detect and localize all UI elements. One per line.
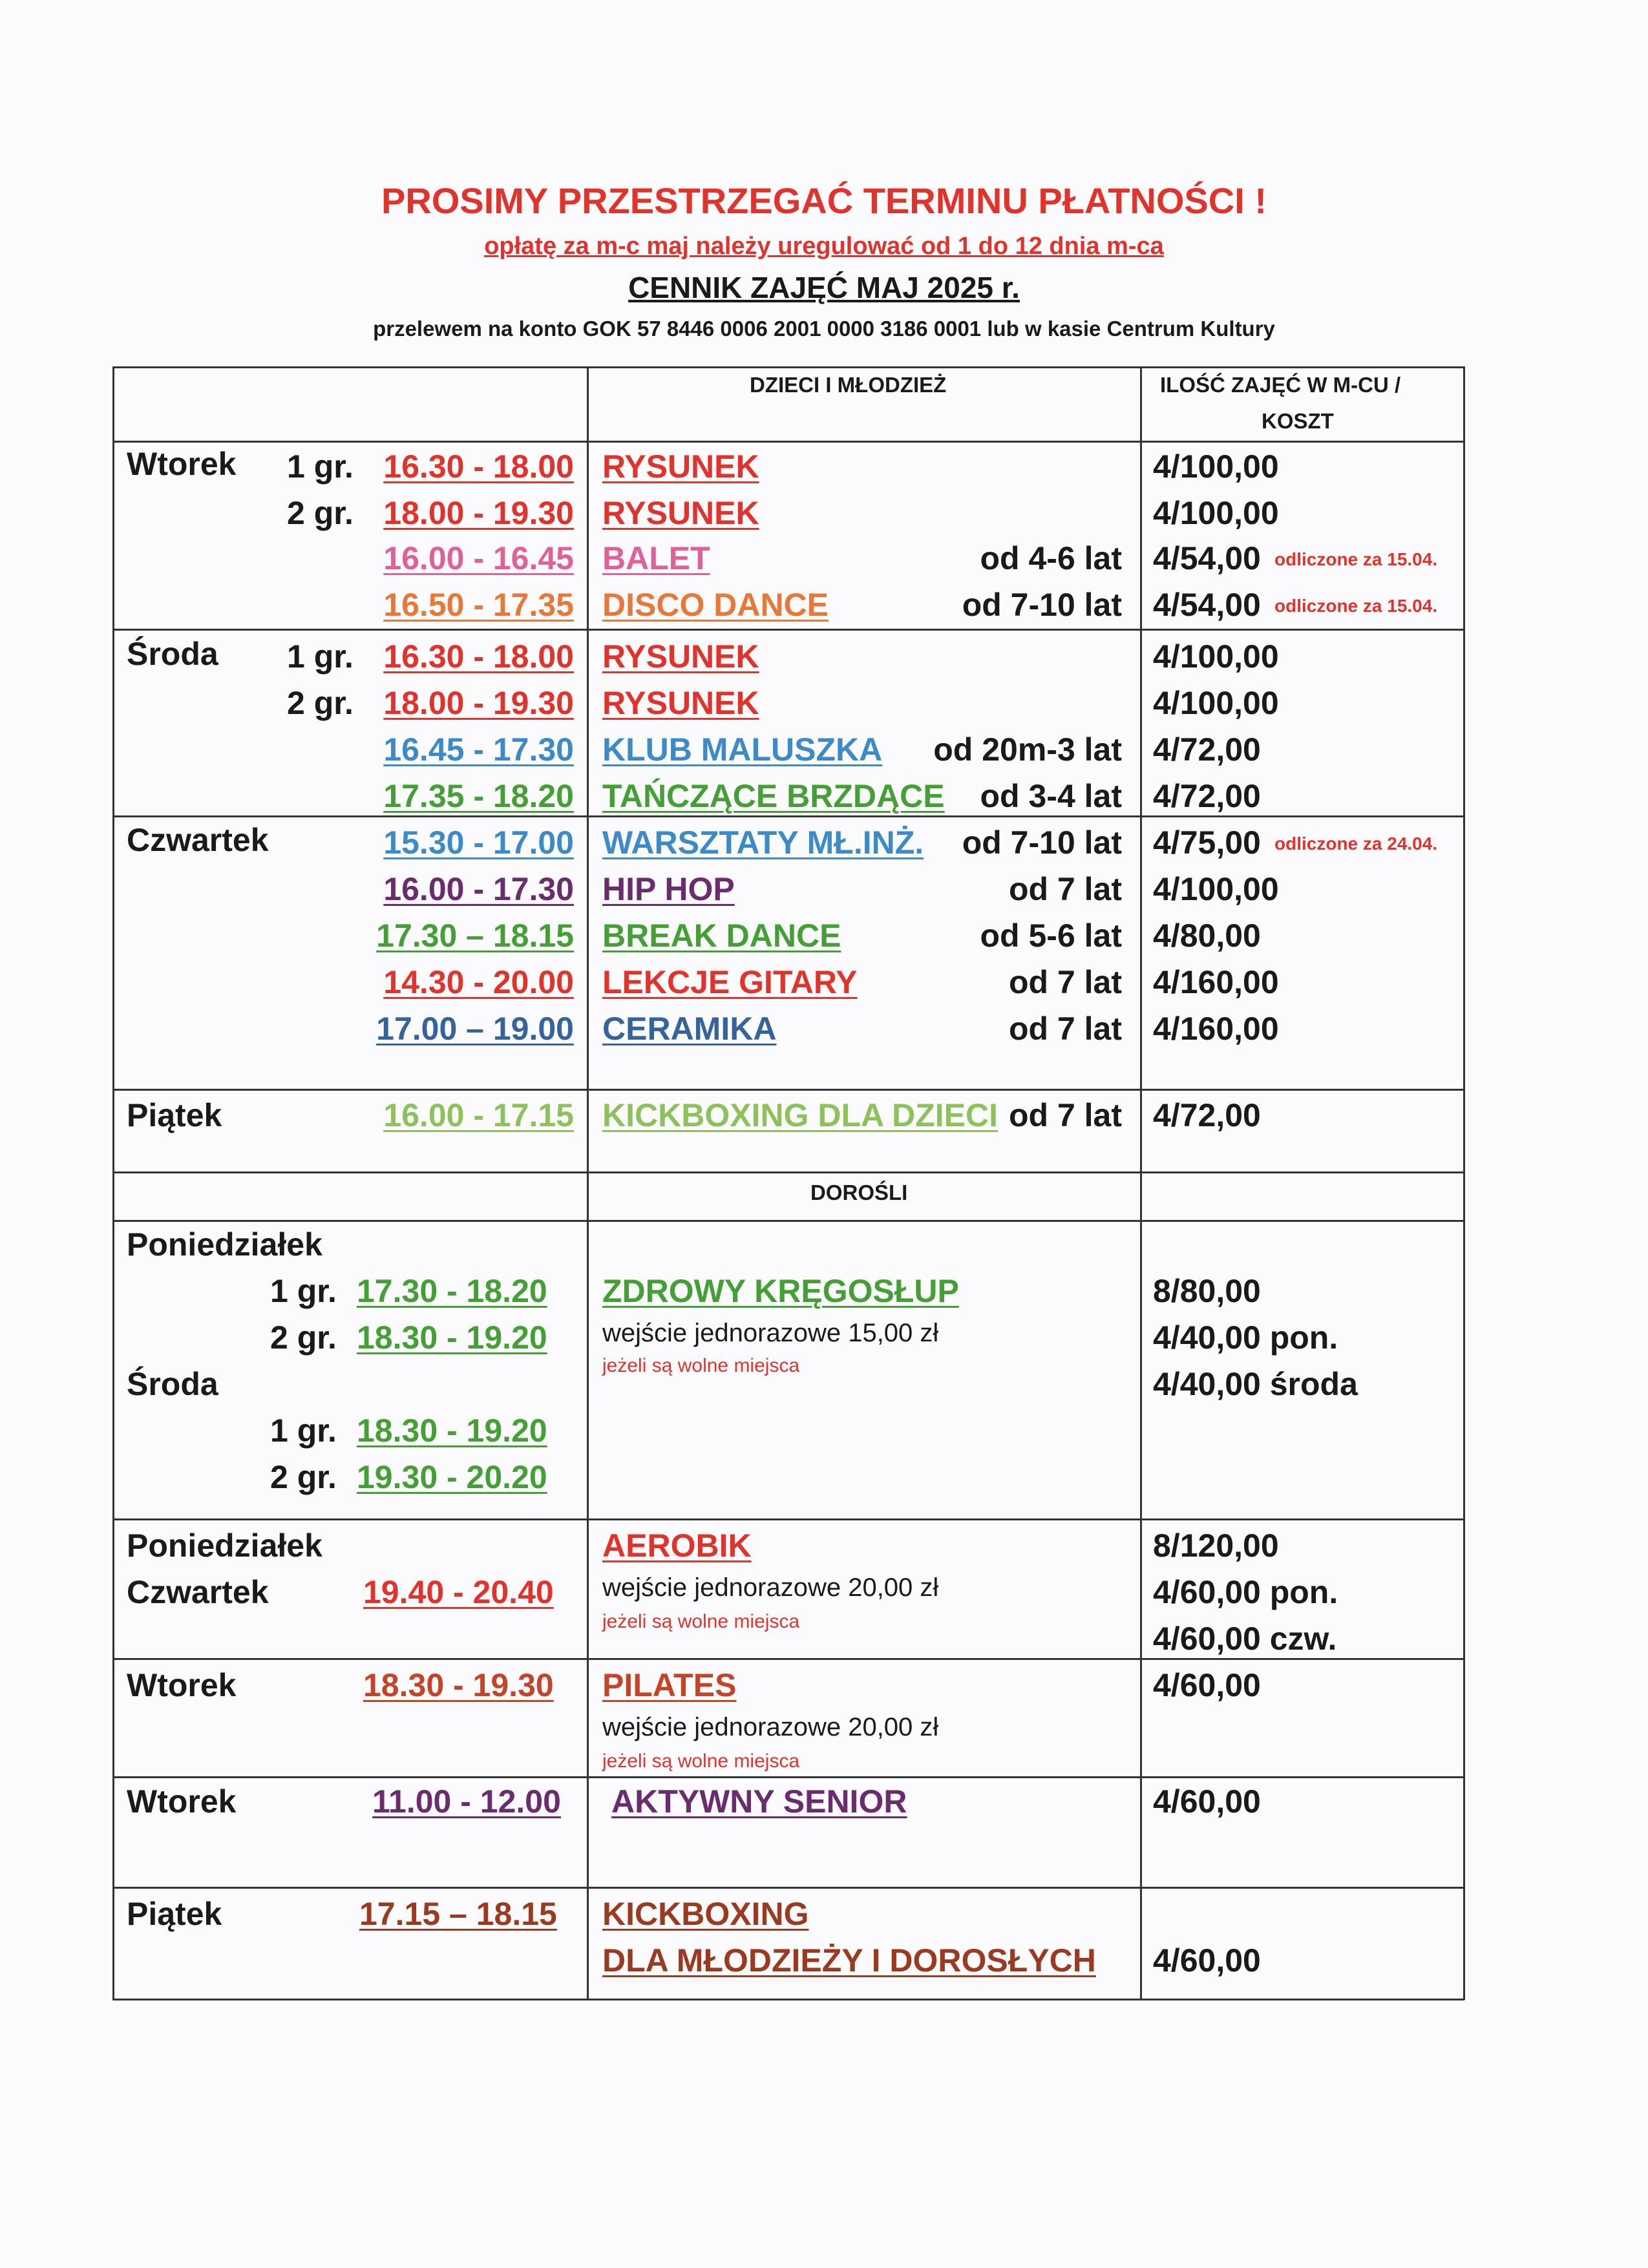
table-line bbox=[112, 441, 1464, 443]
age-range: od 7 lat bbox=[1008, 1011, 1122, 1047]
day-label: Poniedziałek bbox=[127, 1528, 322, 1564]
column-header-cost: ILOŚĆ ZAJĘĆ W M-CU / bbox=[1160, 373, 1401, 397]
class-name: PILATES bbox=[602, 1667, 737, 1703]
class-time: 17.15 – 18.15 bbox=[359, 1896, 557, 1932]
age-range: od 4-6 lat bbox=[980, 540, 1122, 576]
class-cost: 4/40,00 pon. bbox=[1153, 1319, 1338, 1356]
class-name: KICKBOXING DLA DZIECI bbox=[602, 1097, 998, 1133]
table-line bbox=[112, 629, 1464, 631]
payment-warning-title: PROSIMY PRZESTRZEGAĆ TERMINU PŁATNOŚCI ! bbox=[381, 180, 1267, 221]
class-cost: 4/160,00 bbox=[1153, 1011, 1279, 1047]
class-name: KICKBOXING bbox=[602, 1896, 809, 1932]
bank-account-info: przelewem na konto GOK 57 8446 0006 2001 0000 3186 0001 lub w kasie Centrum Kultury bbox=[373, 317, 1275, 341]
price-list-title: CENNIK ZAJĘĆ MAJ 2025 r. bbox=[628, 271, 1020, 304]
age-range: od 7 lat bbox=[1008, 964, 1122, 1000]
class-time: 16.00 - 16.45 bbox=[383, 540, 574, 576]
class-name: KLUB MALUSZKA bbox=[602, 731, 883, 768]
age-range: od 7 lat bbox=[1008, 1097, 1122, 1133]
class-time: 16.00 - 17.30 bbox=[383, 871, 574, 907]
group-label: 2 gr. bbox=[270, 1459, 337, 1495]
class-name: TAŃCZĄCE BRZDĄCE bbox=[602, 778, 945, 814]
class-cost: 4/100,00 bbox=[1153, 685, 1279, 721]
class-cost: 4/54,00 bbox=[1153, 540, 1261, 576]
day-label: Poniedziałek bbox=[127, 1226, 322, 1263]
class-cost: 4/100,00 bbox=[1153, 495, 1279, 531]
column-header-kids: DZIECI I MŁODZIEŻ bbox=[750, 373, 947, 397]
class-name: HIP HOP bbox=[602, 871, 735, 907]
class-time: 11.00 - 12.00 bbox=[372, 1783, 561, 1820]
class-name: AEROBIK bbox=[602, 1528, 752, 1564]
class-cost: 4/75,00 bbox=[1153, 824, 1261, 861]
class-time: 18.00 - 19.30 bbox=[383, 495, 574, 531]
table-border-left bbox=[112, 366, 114, 2000]
class-name: RYSUNEK bbox=[602, 448, 759, 485]
class-cost: 4/60,00 bbox=[1153, 1667, 1261, 1703]
group-label: 1 gr. bbox=[270, 1273, 337, 1309]
table-line bbox=[112, 1887, 1464, 1889]
class-name: AKTYWNY SENIOR bbox=[611, 1783, 907, 1820]
class-name: BREAK DANCE bbox=[602, 918, 841, 954]
single-entry-price: wejście jednorazowe 20,00 zł bbox=[602, 1713, 939, 1741]
day-label: Środa bbox=[127, 1366, 218, 1402]
class-name: ZDROWY KRĘGOSŁUP bbox=[602, 1273, 959, 1309]
class-time: 16.30 - 18.00 bbox=[383, 448, 574, 485]
payment-deadline: opłatę za m-c maj należy uregulować od 1 do 12 dnia m-ca bbox=[484, 233, 1164, 260]
class-time: 17.00 – 19.00 bbox=[376, 1011, 574, 1047]
class-cost: 4/60,00 czw. bbox=[1153, 1621, 1337, 1657]
day-label: Środa bbox=[127, 636, 218, 672]
class-cost: 4/72,00 bbox=[1153, 731, 1261, 768]
table-line bbox=[112, 1089, 1464, 1091]
table-line bbox=[112, 1171, 1464, 1173]
table-divider-2 bbox=[1140, 366, 1142, 2000]
class-time: 14.30 - 20.00 bbox=[383, 964, 574, 1000]
class-name: DLA MŁODZIEŻY I DOROSŁYCH bbox=[602, 1942, 1096, 1979]
class-time: 18.30 - 19.30 bbox=[363, 1667, 554, 1703]
day-label: Piątek bbox=[127, 1097, 222, 1133]
class-time: 19.30 - 20.20 bbox=[357, 1459, 547, 1495]
class-cost: 4/40,00 środa bbox=[1153, 1366, 1358, 1402]
day-label: Czwartek bbox=[127, 822, 269, 858]
class-cost: 4/60,00 bbox=[1153, 1942, 1261, 1979]
group-label: 2 gr. bbox=[270, 1319, 337, 1356]
day-label: Piątek bbox=[127, 1896, 222, 1932]
group-label: 1 gr. bbox=[287, 448, 354, 485]
table-line bbox=[112, 1220, 1464, 1222]
class-cost: 4/100,00 bbox=[1153, 448, 1279, 485]
class-cost: 4/72,00 bbox=[1153, 778, 1261, 814]
availability-note: jeżeli są wolne miejsca bbox=[602, 1355, 800, 1376]
class-time: 16.50 - 17.35 bbox=[383, 587, 574, 623]
group-label: 2 gr. bbox=[287, 495, 354, 531]
column-header-cost-2: KOSZT bbox=[1262, 409, 1334, 433]
age-range: od 3-4 lat bbox=[980, 778, 1122, 814]
class-cost: 4/80,00 bbox=[1153, 918, 1261, 954]
class-name: RYSUNEK bbox=[602, 685, 759, 721]
table-line bbox=[112, 1518, 1464, 1520]
table-line bbox=[112, 1999, 1464, 2000]
class-name: WARSZTATY MŁ.INŻ. bbox=[602, 824, 924, 861]
table-line bbox=[112, 1776, 1464, 1778]
table-line bbox=[112, 815, 1464, 817]
day-label: Wtorek bbox=[127, 446, 237, 482]
day-label: Wtorek bbox=[127, 1667, 237, 1703]
table-divider-1 bbox=[587, 366, 589, 2000]
group-label: 1 gr. bbox=[287, 638, 354, 675]
class-time: 17.30 - 18.20 bbox=[357, 1273, 547, 1309]
class-time: 17.30 – 18.15 bbox=[376, 918, 574, 954]
class-name: LEKCJE GITARY bbox=[602, 964, 858, 1000]
age-range: od 7-10 lat bbox=[962, 824, 1122, 861]
class-time: 18.00 - 19.30 bbox=[383, 685, 574, 721]
class-time: 16.45 - 17.30 bbox=[383, 731, 574, 768]
class-cost: 4/160,00 bbox=[1153, 964, 1279, 1000]
class-time: 16.30 - 18.00 bbox=[383, 638, 574, 675]
table-line bbox=[112, 1658, 1464, 1660]
group-label: 2 gr. bbox=[287, 685, 354, 721]
discount-note: odliczone za 15.04. bbox=[1274, 549, 1438, 569]
class-cost: 4/100,00 bbox=[1153, 638, 1279, 675]
class-cost: 4/60,00 pon. bbox=[1153, 1574, 1338, 1610]
class-name: RYSUNEK bbox=[602, 638, 759, 675]
class-time: 17.35 - 18.20 bbox=[383, 778, 574, 814]
class-cost: 8/120,00 bbox=[1153, 1528, 1279, 1564]
class-time: 18.30 - 19.20 bbox=[357, 1319, 547, 1356]
column-header-adults: DOROŚLI bbox=[810, 1181, 908, 1204]
age-range: od 7-10 lat bbox=[962, 587, 1122, 623]
single-entry-price: wejście jednorazowe 15,00 zł bbox=[602, 1319, 939, 1347]
class-time: 15.30 - 17.00 bbox=[383, 824, 574, 861]
class-cost: 8/80,00 bbox=[1153, 1273, 1261, 1309]
class-name: DISCO DANCE bbox=[602, 587, 829, 623]
age-range: od 20m-3 lat bbox=[933, 731, 1122, 768]
class-time: 19.40 - 20.40 bbox=[363, 1574, 554, 1610]
class-cost: 4/54,00 bbox=[1153, 587, 1261, 623]
class-cost: 4/72,00 bbox=[1153, 1097, 1261, 1133]
class-name: CERAMIKA bbox=[602, 1011, 777, 1047]
age-range: od 5-6 lat bbox=[980, 918, 1122, 954]
table-line bbox=[112, 366, 1464, 368]
discount-note: odliczone za 15.04. bbox=[1274, 596, 1438, 616]
availability-note: jeżeli są wolne miejsca bbox=[602, 1611, 800, 1632]
class-time: 18.30 - 19.20 bbox=[357, 1412, 547, 1449]
class-time: 16.00 - 17.15 bbox=[383, 1097, 574, 1133]
class-name: BALET bbox=[602, 540, 710, 576]
class-name: RYSUNEK bbox=[602, 495, 759, 531]
discount-note: odliczone za 24.04. bbox=[1274, 834, 1438, 854]
day-label: Czwartek bbox=[127, 1574, 269, 1610]
class-cost: 4/100,00 bbox=[1153, 871, 1279, 907]
single-entry-price: wejście jednorazowe 20,00 zł bbox=[602, 1573, 939, 1602]
day-label: Wtorek bbox=[127, 1783, 237, 1820]
availability-note: jeżeli są wolne miejsca bbox=[602, 1750, 800, 1772]
table-border-right bbox=[1463, 366, 1465, 2000]
age-range: od 7 lat bbox=[1008, 871, 1122, 907]
class-cost: 4/60,00 bbox=[1153, 1783, 1261, 1820]
group-label: 1 gr. bbox=[270, 1412, 337, 1449]
